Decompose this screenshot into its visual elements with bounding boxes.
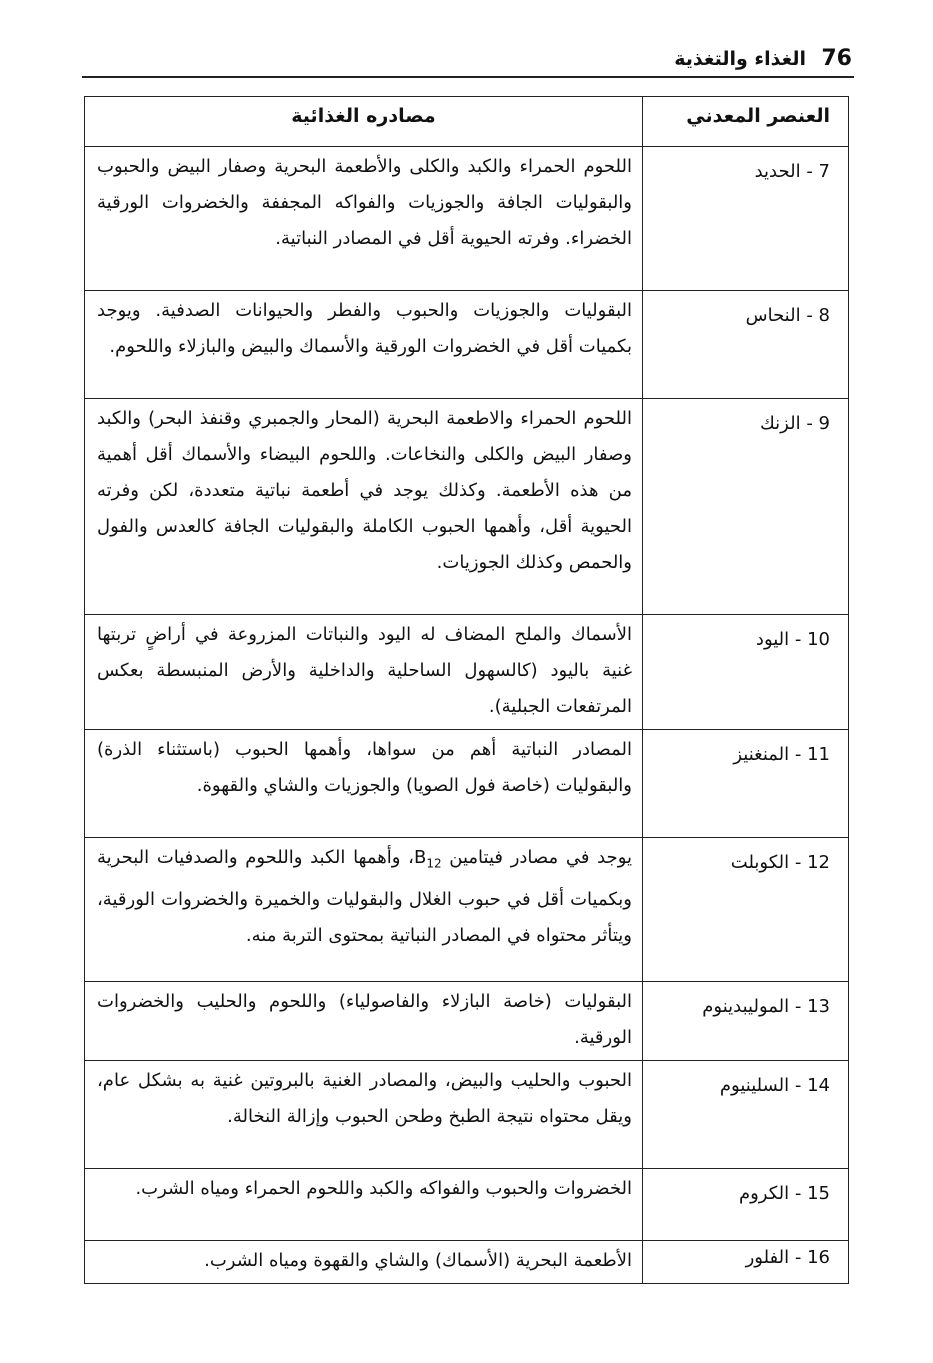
element-cell: 9 - الزنك [643, 399, 849, 615]
sources-cell: البقوليات (خاصة البازلاء والفاصولياء) واللحوم والحليب والخضروات الورقية. [85, 982, 643, 1061]
table-row [85, 1241, 849, 1284]
page-running-title: الغذاء والتغذية [674, 48, 806, 70]
table-row [85, 615, 849, 730]
sources-text-pre: يوجد في مصادر فيتامين B [413, 847, 632, 868]
table-row [85, 1169, 849, 1241]
table-row [85, 982, 849, 1061]
sources-cell: الأطعمة البحرية (الأسماك) والشاي والقهوة ومياه الشرب. [85, 1241, 643, 1284]
element-cell: 14 - السلينيوم [643, 1061, 849, 1169]
table-row [85, 838, 849, 982]
sources-cell: اللحوم الحمراء والاطعمة البحرية (المحار والجمبري وقنفذ البحر) والكبد وصفار البيض والكلى والنخاعات. واللحوم البيضاء والأسماك أقل أهمية من هذه الأطعمة. وكذلك يوجد في أطعمة نباتية متعددة، لكن وفرته الحيوية أقل، وأهمها الحبوب الكاملة والبقوليات الجافة كالعدس والفول والحمص وكذلك الجوزيات. [85, 399, 643, 615]
sources-cell: المصادر النباتية أهم من سواها، وأهمها الحبوب (باستثناء الذرة) والبقوليات (خاصة فول الصويا) والجوزيات والشاي والقهوة. [85, 730, 643, 838]
element-cell: 12 - الكوبلت [643, 838, 849, 982]
element-cell: 16 - الفلور [643, 1241, 849, 1284]
element-cell: 15 - الكروم [643, 1169, 849, 1241]
page-number: 76 [821, 46, 852, 71]
element-cell: 11 - المنغنيز [643, 730, 849, 838]
page-header [82, 42, 854, 78]
sources-cell: اللحوم الحمراء والكبد والكلى والأطعمة البحرية وصفار البيض والحبوب والبقوليات الجافة والجوزيات والفواكه المجففة والخضروات الورقية الخضراء. وفرته الحيوية أقل في المصادر النباتية. [85, 147, 643, 291]
header-element: العنصر المعدني [643, 97, 849, 147]
sources-cell: الأسماك والملح المضاف له اليود والنباتات المزروعة في أراضٍ تربتها غنية باليود (كالسهول الساحلية والداخلية والأرض المنبسطة بعكس المرتفعات الجبلية). [85, 615, 643, 730]
header-sources: مصادره الغذائية [85, 97, 643, 147]
table-row [85, 730, 849, 838]
element-cell: 13 - الموليبدينوم [643, 982, 849, 1061]
element-cell: 10 - اليود [643, 615, 849, 730]
element-cell: 8 - النحاس [643, 291, 849, 399]
sources-cell: البقوليات والجوزيات والحبوب والفطر والحيوانات الصدفية. ويوجد بكميات أقل في الخضروات الورقية والأسماك والبيض والبازلاء واللحوم. [85, 291, 643, 399]
table-row [85, 291, 849, 399]
minerals-sources-table [84, 96, 849, 1284]
vitamin-subscript: 12 [426, 856, 442, 871]
table-row [85, 399, 849, 615]
table-row [85, 147, 849, 291]
sources-cell [85, 838, 643, 982]
sources-cell: الحبوب والحليب والبيض، والمصادر الغنية بالبروتين غنية به بشكل عام، ويقل محتواه نتيجة الطبخ وطحن الحبوب وإزالة النخالة. [85, 1061, 643, 1169]
table-row [85, 1061, 849, 1169]
element-cell: 7 - الحديد [643, 147, 849, 291]
sources-text-post: ، وأهمها الكبد واللحوم والصدفيات البحرية وبكميات أقل في حبوب الغلال والبقوليات والخميرة والخضروات الورقية، ويتأثر محتواه في المصادر النباتية بمحتوى التربة منه. [97, 847, 632, 946]
sources-cell: الخضروات والحبوب والفواكه والكبد واللحوم الحمراء ومياه الشرب. [85, 1169, 643, 1241]
table-header-row [85, 97, 849, 147]
